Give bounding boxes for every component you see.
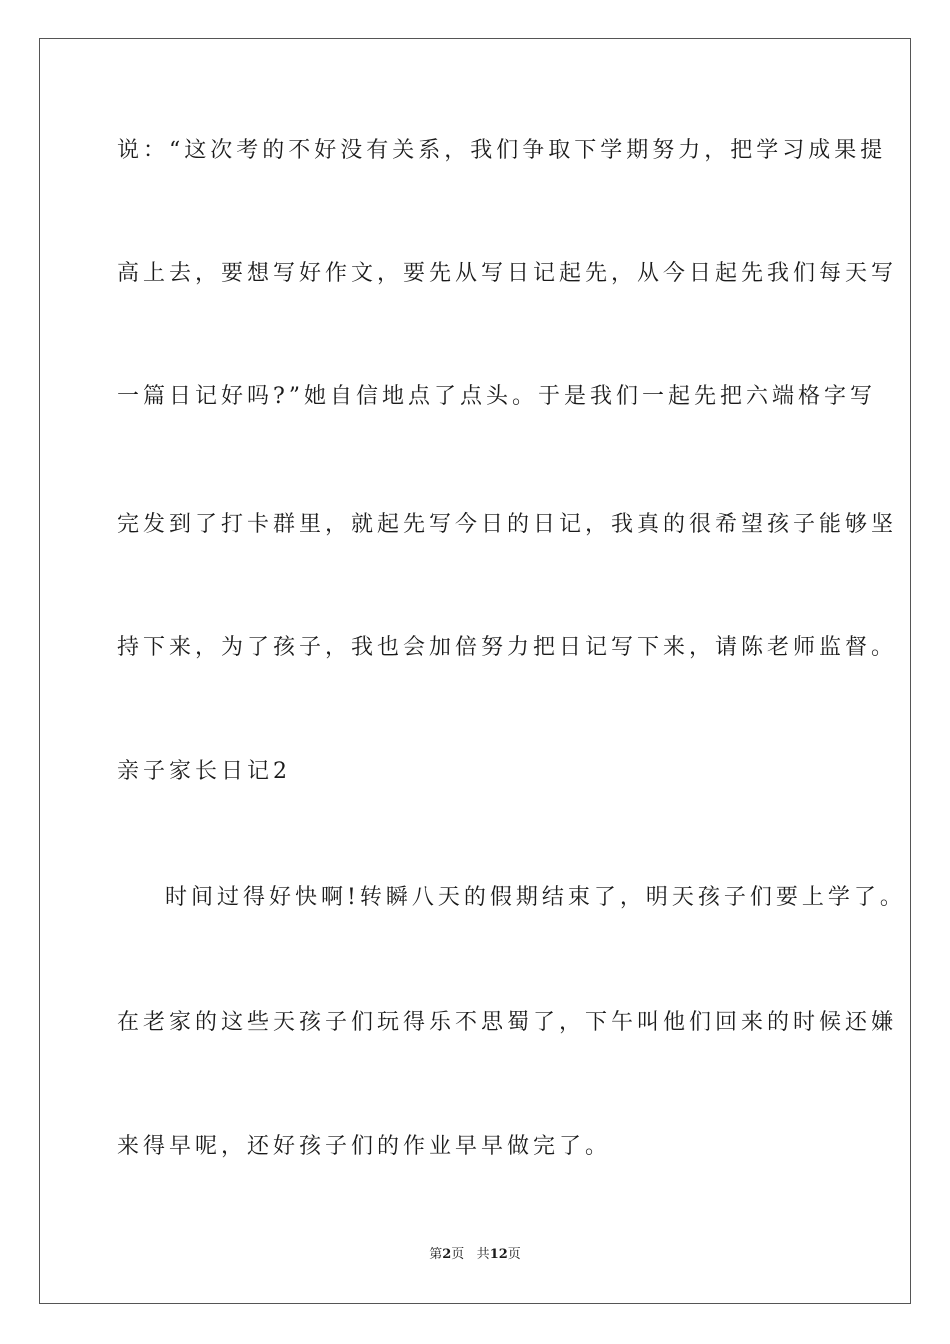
body-text-line: 完发到了打卡群里，就起先写今日的日记，我真的很希望孩子能够坚 (117, 512, 898, 537)
body-text-line: 高上去，要想写好作文，要先从写日记起先，从今日起先我们每天写 (117, 261, 898, 286)
body-text-line: 说：“这次考的不好没有关系，我们争取下学期努力，把学习成果提 (117, 138, 887, 163)
body-text-line: 在老家的这些天孩子们玩得乐不思蜀了，下午叫他们回来的时候还嫌 (117, 1010, 898, 1035)
footer-page-suffix: 页 (451, 1247, 465, 1262)
footer-page-prefix: 第 (429, 1247, 443, 1262)
footer-total-prefix: 共 (476, 1247, 490, 1262)
section-heading: 亲子家长日记2 (117, 759, 291, 784)
footer-total-suffix: 页 (507, 1247, 521, 1262)
body-text-line: 时间过得好快啊!转瞬八天的假期结束了，明天孩子们要上学了。 (165, 885, 906, 910)
body-text-line: 来得早呢，还好孩子们的作业早早做完了。 (117, 1134, 612, 1159)
body-text-line: 持下来，为了孩子，我也会加倍努力把日记写下来，请陈老师监督。 (117, 635, 898, 660)
page-footer (0, 1246, 950, 1264)
footer-page-number: 2 (442, 1247, 452, 1262)
footer-total-pages: 12 (489, 1247, 508, 1262)
body-text-line: 一篇日记好吗?”她自信地点了点头。于是我们一起先把六端格字写 (117, 384, 877, 409)
page-border (39, 38, 911, 1304)
